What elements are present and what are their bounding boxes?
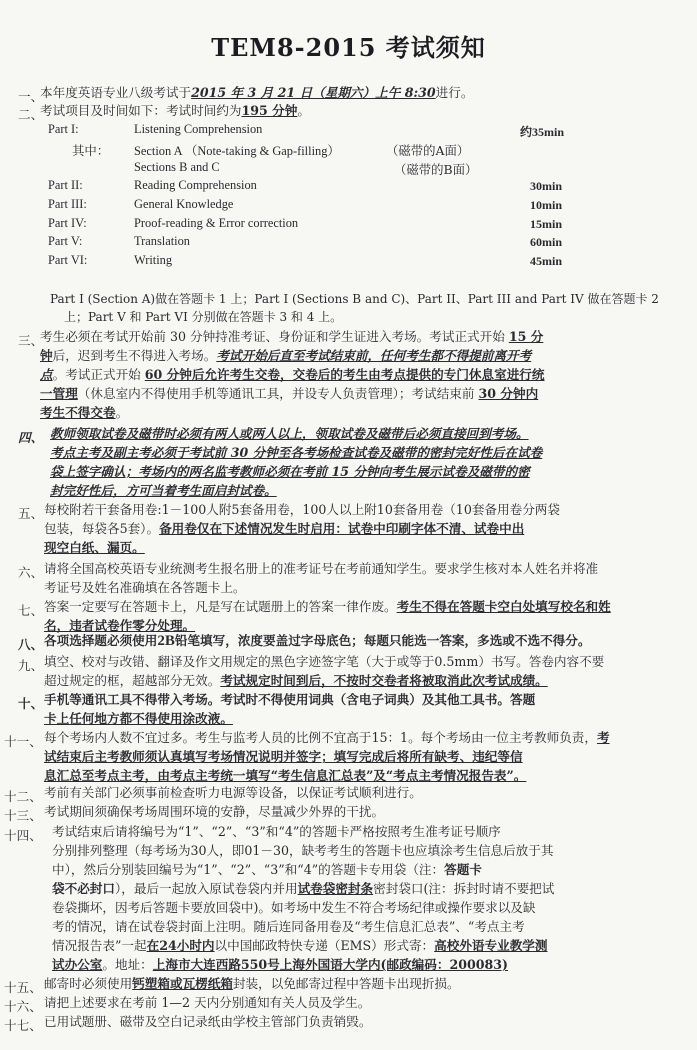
schedule-time: 约35min: [520, 125, 565, 139]
item-3-dian: 点: [40, 367, 53, 382]
item-14-line7: [52, 937, 547, 955]
item-4-line3: 袋上签字确认；考场内的两名监考教师必须在考前 15 分钟向考生展示试卷及磁带的密: [50, 464, 530, 479]
item-14-address-label: 。地址：: [102, 957, 153, 972]
item-11-ratio: 每个考场内人数不宜过多。考生与监考人员的比例不宜高于15：1。每个考场由一位主考教师负责，: [44, 730, 597, 745]
item-8-post: 铅笔填写，浓度要盖过字母底色；每题只能选一答案，多选或不选不得分。: [174, 633, 591, 648]
item-12-number: 十二、: [4, 789, 42, 804]
item-15-line: [44, 975, 460, 993]
item-11-number: 十一、: [4, 734, 42, 749]
schedule-section-name: General Knowledge: [134, 197, 234, 211]
item-7-line2: 名，违者试卷作零分处理。: [44, 618, 196, 633]
item-14-line3: [52, 861, 482, 879]
item-14-seal-strip: 试卷袋密封条: [297, 881, 374, 896]
item-14-put: ），最后一起放入原试卷袋内并用: [114, 881, 298, 896]
schedule-section-name: Listening Comprehension: [134, 122, 263, 136]
item-14-number: 十四、: [4, 828, 42, 843]
schedule-section-name: Section A （Note-taking & Gap-filling）: [134, 144, 340, 158]
item-14-line5: 卷袋撕坏，因考后答题卡要放回袋中)。如考场中发生不符合考场纪律或操作要求以及缺: [52, 900, 536, 915]
item-1-text: [40, 84, 473, 102]
item-7-line1: [44, 598, 611, 616]
schedule-section-name: Proof-reading & Error correction: [134, 216, 299, 230]
item-15-number: 十五、: [4, 980, 42, 995]
item-10-line2: 卡上任何地方都不得使用涂改液。: [44, 711, 233, 726]
schedule-time: 45min: [530, 254, 563, 268]
item-3-line5: [40, 404, 128, 422]
item-1-number: 一、: [18, 89, 44, 104]
item-11-line3: 息汇总至考点主考，由考点主考统一填写“考生信息汇总表”及“考点主考情况报告表”。: [44, 768, 527, 783]
schedule-time: 10min: [530, 198, 563, 212]
item-8-number: 八、: [18, 637, 44, 652]
item-9-line1: 填空、校对与改错、翻译及作文用规定的黑色字迹签字笔（大于或等于0.5mm）书写。答卷内容不要: [44, 654, 605, 669]
item-14-line6: 考的情况，请在试卷袋封面上注明。随后连同备用卷及“考生信息汇总表”、“考点主考: [52, 919, 525, 934]
item-11-line2: 试结束后主考教师须认真填写考场情况说明并签字；填写完成后将所有缺考、违纪等信: [44, 749, 523, 764]
item-14-line4: [52, 880, 554, 898]
schedule-part-label: Part III:: [48, 197, 87, 211]
item-2-number: 二、: [18, 107, 44, 122]
item-3-line4: [40, 385, 538, 403]
answer-card-note-line2: 上；Part V 和 Part VI 分别做在答题卡 3 和 4 上。: [64, 310, 343, 324]
schedule-tape-side: （磁带的A面）: [386, 143, 470, 158]
schedule-time: 60min: [530, 235, 563, 249]
item-5-line1: 每校附若干套备用卷:1－100人附5套备用卷，100人以上附10套备用卷（10套备用卷分两袋: [44, 502, 560, 517]
schedule-part-label: 其中：: [72, 144, 110, 158]
item-14-report: 情况报告表”一起: [52, 938, 147, 953]
item-14-24h: 在24小时内: [146, 938, 215, 953]
item-14-bags: 中），然后分别装回编号为“1”、“2”、“3”和“4”的答题卡专用袋（注：: [52, 862, 445, 877]
item-16-text: 请把上述要求在考前 1—2 天内分别通知有关人员及学生。: [44, 995, 371, 1010]
item-3-time-15: 15 分: [508, 329, 544, 344]
item-2-post: 。: [297, 103, 310, 118]
item-3-line2: [40, 347, 531, 365]
item-15-pre: 邮寄时必须使用: [44, 976, 133, 991]
item-1-post: 进行。: [435, 85, 474, 100]
item-3-line1: [40, 328, 543, 346]
item-3-manage: 一管理: [40, 386, 78, 401]
item-11-line1: [44, 729, 610, 747]
schedule-section-name: Writing: [134, 253, 173, 267]
item-13-number: 十三、: [4, 808, 42, 823]
item-4-line4: 封完好性后，方可当着考生面启封试卷。: [50, 483, 277, 498]
item-7-number: 七、: [18, 603, 44, 618]
item-3-60min: 60 分钟后允许考生交卷，交卷后的考生由考点提供的专门休息室进行统: [144, 367, 545, 382]
item-8-pre: 各项选择题必须使用: [44, 633, 158, 648]
exam-date: 2015 年 3 月 21 日（星期六）上午 8:30: [191, 85, 436, 100]
item-5-packaging: 包装，每袋各5套）。: [44, 521, 160, 536]
item-14-seal-note: 密封袋口(注：拆封时请不要把试: [373, 881, 555, 896]
page-title: TEM8-2015 考试须知: [211, 33, 486, 62]
item-3-no-leave: 考试开始后直至考试结束前，任何考生都不得提前离开考: [216, 348, 532, 363]
item-3-30min: 30 分钟内: [478, 386, 539, 401]
schedule-time: 30min: [530, 179, 563, 193]
item-15-post: 封装，以免邮寄过程中答题卡出现折损。: [232, 976, 460, 991]
schedule-part-label: Part II:: [48, 178, 83, 192]
item-10-number: 十、: [18, 696, 44, 711]
item-5-backup-rule: 备用卷仅在下述情况发生时启用：试卷中印刷字体不清、试卷中出: [159, 521, 525, 536]
item-11-kao: 考: [596, 730, 610, 745]
schedule-part-label: Part I:: [48, 122, 79, 136]
item-14-address: 上海市大连西路550号上海外国语大学内(邮政编码：200083): [152, 957, 509, 972]
item-10-line1: 手机等通讯工具不得带入考场。考试时不得使用词典（含电子词典）及其他工具书。答题: [44, 692, 536, 707]
schedule-part-label: Part IV:: [48, 216, 87, 230]
item-3-late: 后，迟到考生不得进入考场。: [52, 348, 217, 363]
item-4-number: 四、: [18, 430, 44, 445]
item-14-line1: 考试结束后请将编号为“1”、“2”、“3”和“4”的答题卡严格按照考生准考证号顺序: [52, 824, 501, 839]
schedule-part-label: Part VI:: [48, 253, 88, 267]
item-7-rule: 答案一定要写在答题卡上，凡是写在试题册上的答案一律作废。: [44, 599, 397, 614]
item-14-line8: [52, 956, 508, 974]
item-4-line1: 教师领取试卷及磁带时必须有两人或两人以上，领取试卷及磁带后必须直接回到考场。: [50, 426, 529, 441]
item-6-number: 六、: [18, 565, 44, 580]
item-2-text: [40, 102, 310, 120]
item-16-number: 十六、: [4, 999, 42, 1014]
schedule-section-name: Sections B and C: [134, 160, 220, 174]
item-9-line2: [44, 672, 548, 690]
item-8-line: [44, 632, 590, 650]
answer-card-note-line1: Part I (Section A)做在答题卡 1 上；Part I (Sections B and C)、Part II、Part III and Part IV 做在答题卡 2: [50, 292, 659, 306]
schedule-part-label: Part V:: [48, 234, 83, 248]
schedule-section-name: Reading Comprehension: [134, 178, 257, 192]
item-3-start: 。考试正式开始: [52, 367, 145, 382]
item-5-line2: [44, 520, 524, 538]
item-13-text: 考试期间须确保考场周围环境的安静，尽量减少外界的干扰。: [44, 804, 385, 819]
item-3-rest: （休息室内不得使用手机等通讯工具，并设专人负责管理）；考试结束前: [77, 386, 479, 401]
item-3-text-a: 考生必须在考试开始前 30 分钟持准考证、身份证和学生证进入考场。考试正式开始: [40, 329, 509, 344]
exam-duration: 195 分钟: [241, 103, 298, 118]
item-3-zhong: 钟: [40, 348, 53, 363]
item-17-number: 十七、: [4, 1018, 42, 1033]
item-9-time-rule: 考试规定时间到后，不按时交卷者将被取消此次考试成绩。: [220, 673, 548, 688]
item-6-line1: 请将全国高校英语专业统测考生报名册上的准考证号在考前通知学生。要求学生核对本人姓名并将准: [44, 561, 599, 576]
item-14-no-seal: 袋不必封口: [52, 881, 115, 896]
item-3-no-submit: 考生不得交卷: [40, 405, 116, 420]
item-3-number: 三、: [18, 333, 44, 348]
item-4-line2: 考点主考及副主考必须于考试前 30 分钟至各考场检查试卷及磁带的密封完好性后在试卷: [50, 445, 543, 460]
item-1-pre: 本年度英语专业八级考试于: [40, 85, 192, 100]
item-7-no-name: 考生不得在答题卡空白处填写校名和姓: [396, 599, 611, 614]
item-5-number: 五、: [18, 506, 44, 521]
item-14-ems: 以中国邮政特快专递（EMS）形式寄：: [214, 938, 435, 953]
item-14-card: 答题卡: [444, 862, 482, 877]
schedule-section-name: Translation: [134, 234, 190, 248]
item-3-line3: [40, 366, 545, 384]
item-5-line3: 现空白纸、漏页。: [44, 540, 145, 555]
item-2-pre: 考试项目及时间如下：考试时间约为: [40, 103, 242, 118]
item-3-end: 。: [115, 405, 129, 420]
item-9-limit: 超过规定的框，超越部分无效。: [44, 673, 221, 688]
item-14-office-a: 高校外语专业教学测: [434, 938, 548, 953]
item-9-number: 九、: [18, 658, 44, 673]
schedule-time: 15min: [530, 217, 563, 231]
item-12-text: 考前有关部门必须事前检查听力电源等设备，以保证考试顺利进行。: [44, 785, 422, 800]
item-6-line2: 考证号及姓名准确填在各答题卡上。: [44, 580, 246, 595]
item-14-line2: 分别排列整理（每考场为30人，即01－30，缺考考生的答题卡也应填涂考生信息后放于其: [52, 843, 554, 858]
item-15-box: 钙塑箱或瓦楞纸箱: [132, 976, 233, 991]
schedule-tape-side: （磁带的B面）: [394, 162, 478, 177]
pencil-2b: 2B: [157, 633, 175, 649]
item-14-office-b: 试办公室: [52, 957, 103, 972]
item-17-text: 已用试题册、磁带及空白记录纸由学校主管部门负责销毁。: [44, 1014, 372, 1029]
